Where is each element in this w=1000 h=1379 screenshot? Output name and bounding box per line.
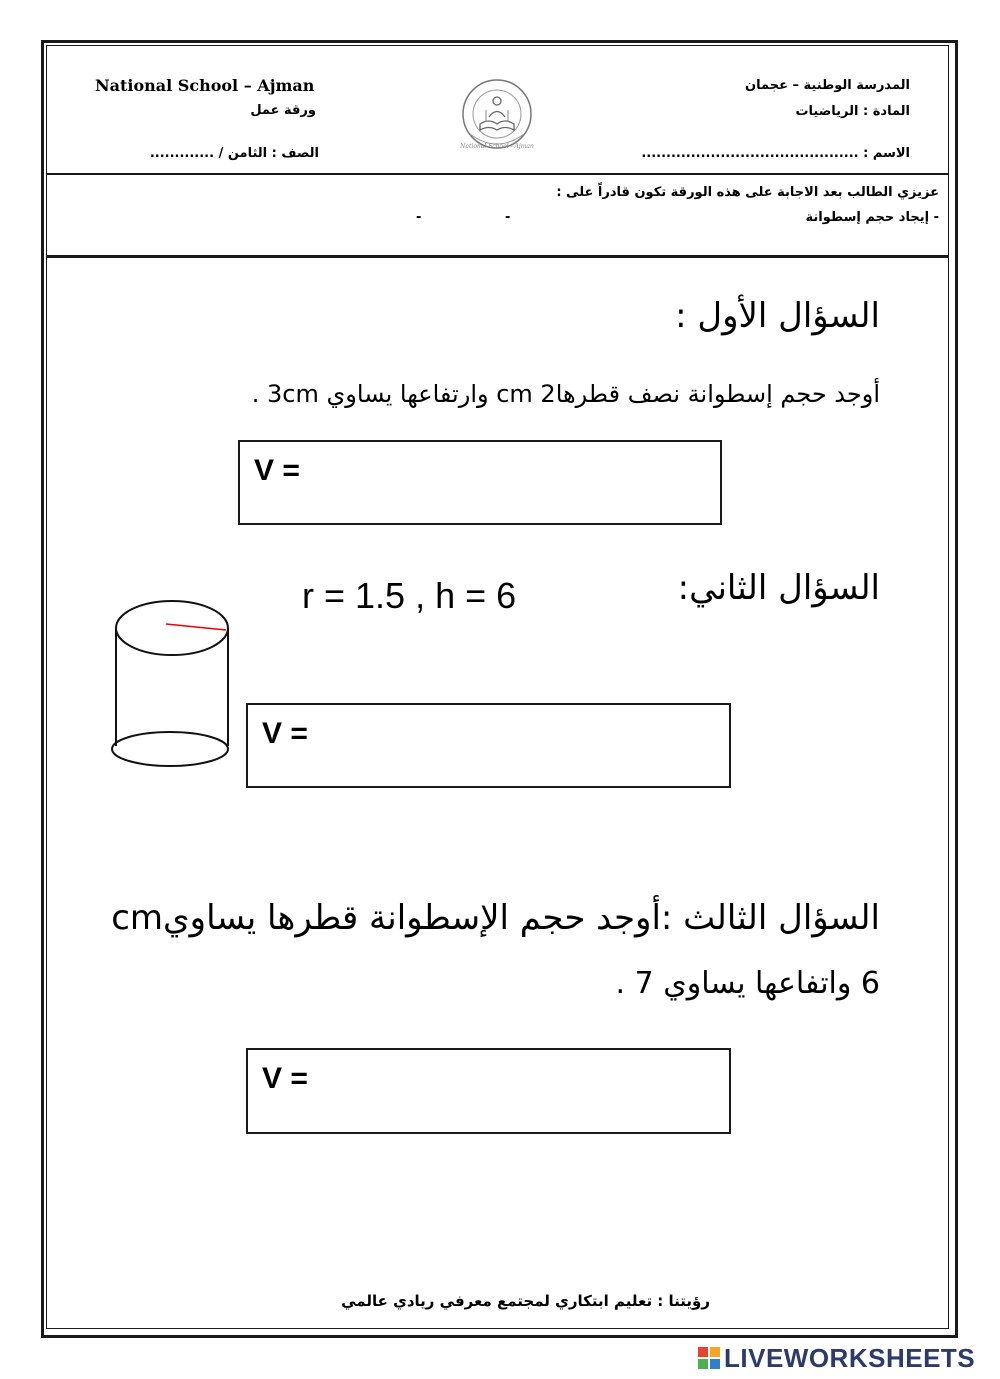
liveworksheets-brand: LIVEWORKSHEETS [724,1343,976,1373]
grade-field: الصف : الثامن / ............. [149,146,319,161]
liveworksheets-watermark [698,1343,998,1375]
objective-dash-2: - [505,210,511,225]
objective-item-1: - إيجاد حجم إسطوانة [805,210,939,225]
objective-dash-3: - [416,210,422,225]
answer-label-1: V = [254,454,300,487]
question-2-given: r = 1.5 , h = 6 [302,575,517,616]
question-2-title: السؤال الثاني: [677,568,880,608]
header-divider [46,173,949,175]
school-logo [456,76,538,154]
liveworksheets-logo-icon [698,1347,720,1369]
question-3-title: السؤال الثالث :أوجد حجم الإسطوانة قطرها يساويcm [111,898,880,938]
answer-box-3[interactable] [246,1048,731,1134]
school-name-ar: المدرسة الوطنية – عجمان [745,78,910,93]
objectives-divider [46,255,949,258]
question-1-text: أوجد حجم إسطوانة نصف قطرهاcm 2 وارتفاعها يساوي 3cm . [251,380,880,408]
svg-text:National School - Ajman: National School - Ajman [460,143,534,150]
subject-field: المادة : الرياضيات [795,104,910,119]
answer-box-1[interactable] [238,440,722,525]
answer-label-2: V = [262,717,308,750]
cylinder-diagram [108,596,238,774]
school-vision: رؤيتنا : تعليم ابتكاري لمجتمع معرفي ريادي عالمي [341,1292,710,1310]
cylinder-icon [108,596,238,774]
question-3-text: 6 واتفاعها يساوي 7 . [615,966,880,1001]
school-emblem-icon [456,76,538,154]
worksheet-label: ورقة عمل [250,103,316,118]
school-name-en: National School – Ajman [95,76,315,95]
student-name-field: الاسم : ............................................ [641,146,910,161]
objectives-intro: عزيزي الطالب بعد الاجابة على هذه الورقة تكون قادراً على : [556,185,939,200]
answer-label-3: V = [262,1062,308,1095]
answer-box-2[interactable] [246,703,731,788]
question-1-title: السؤال الأول : [675,296,880,336]
